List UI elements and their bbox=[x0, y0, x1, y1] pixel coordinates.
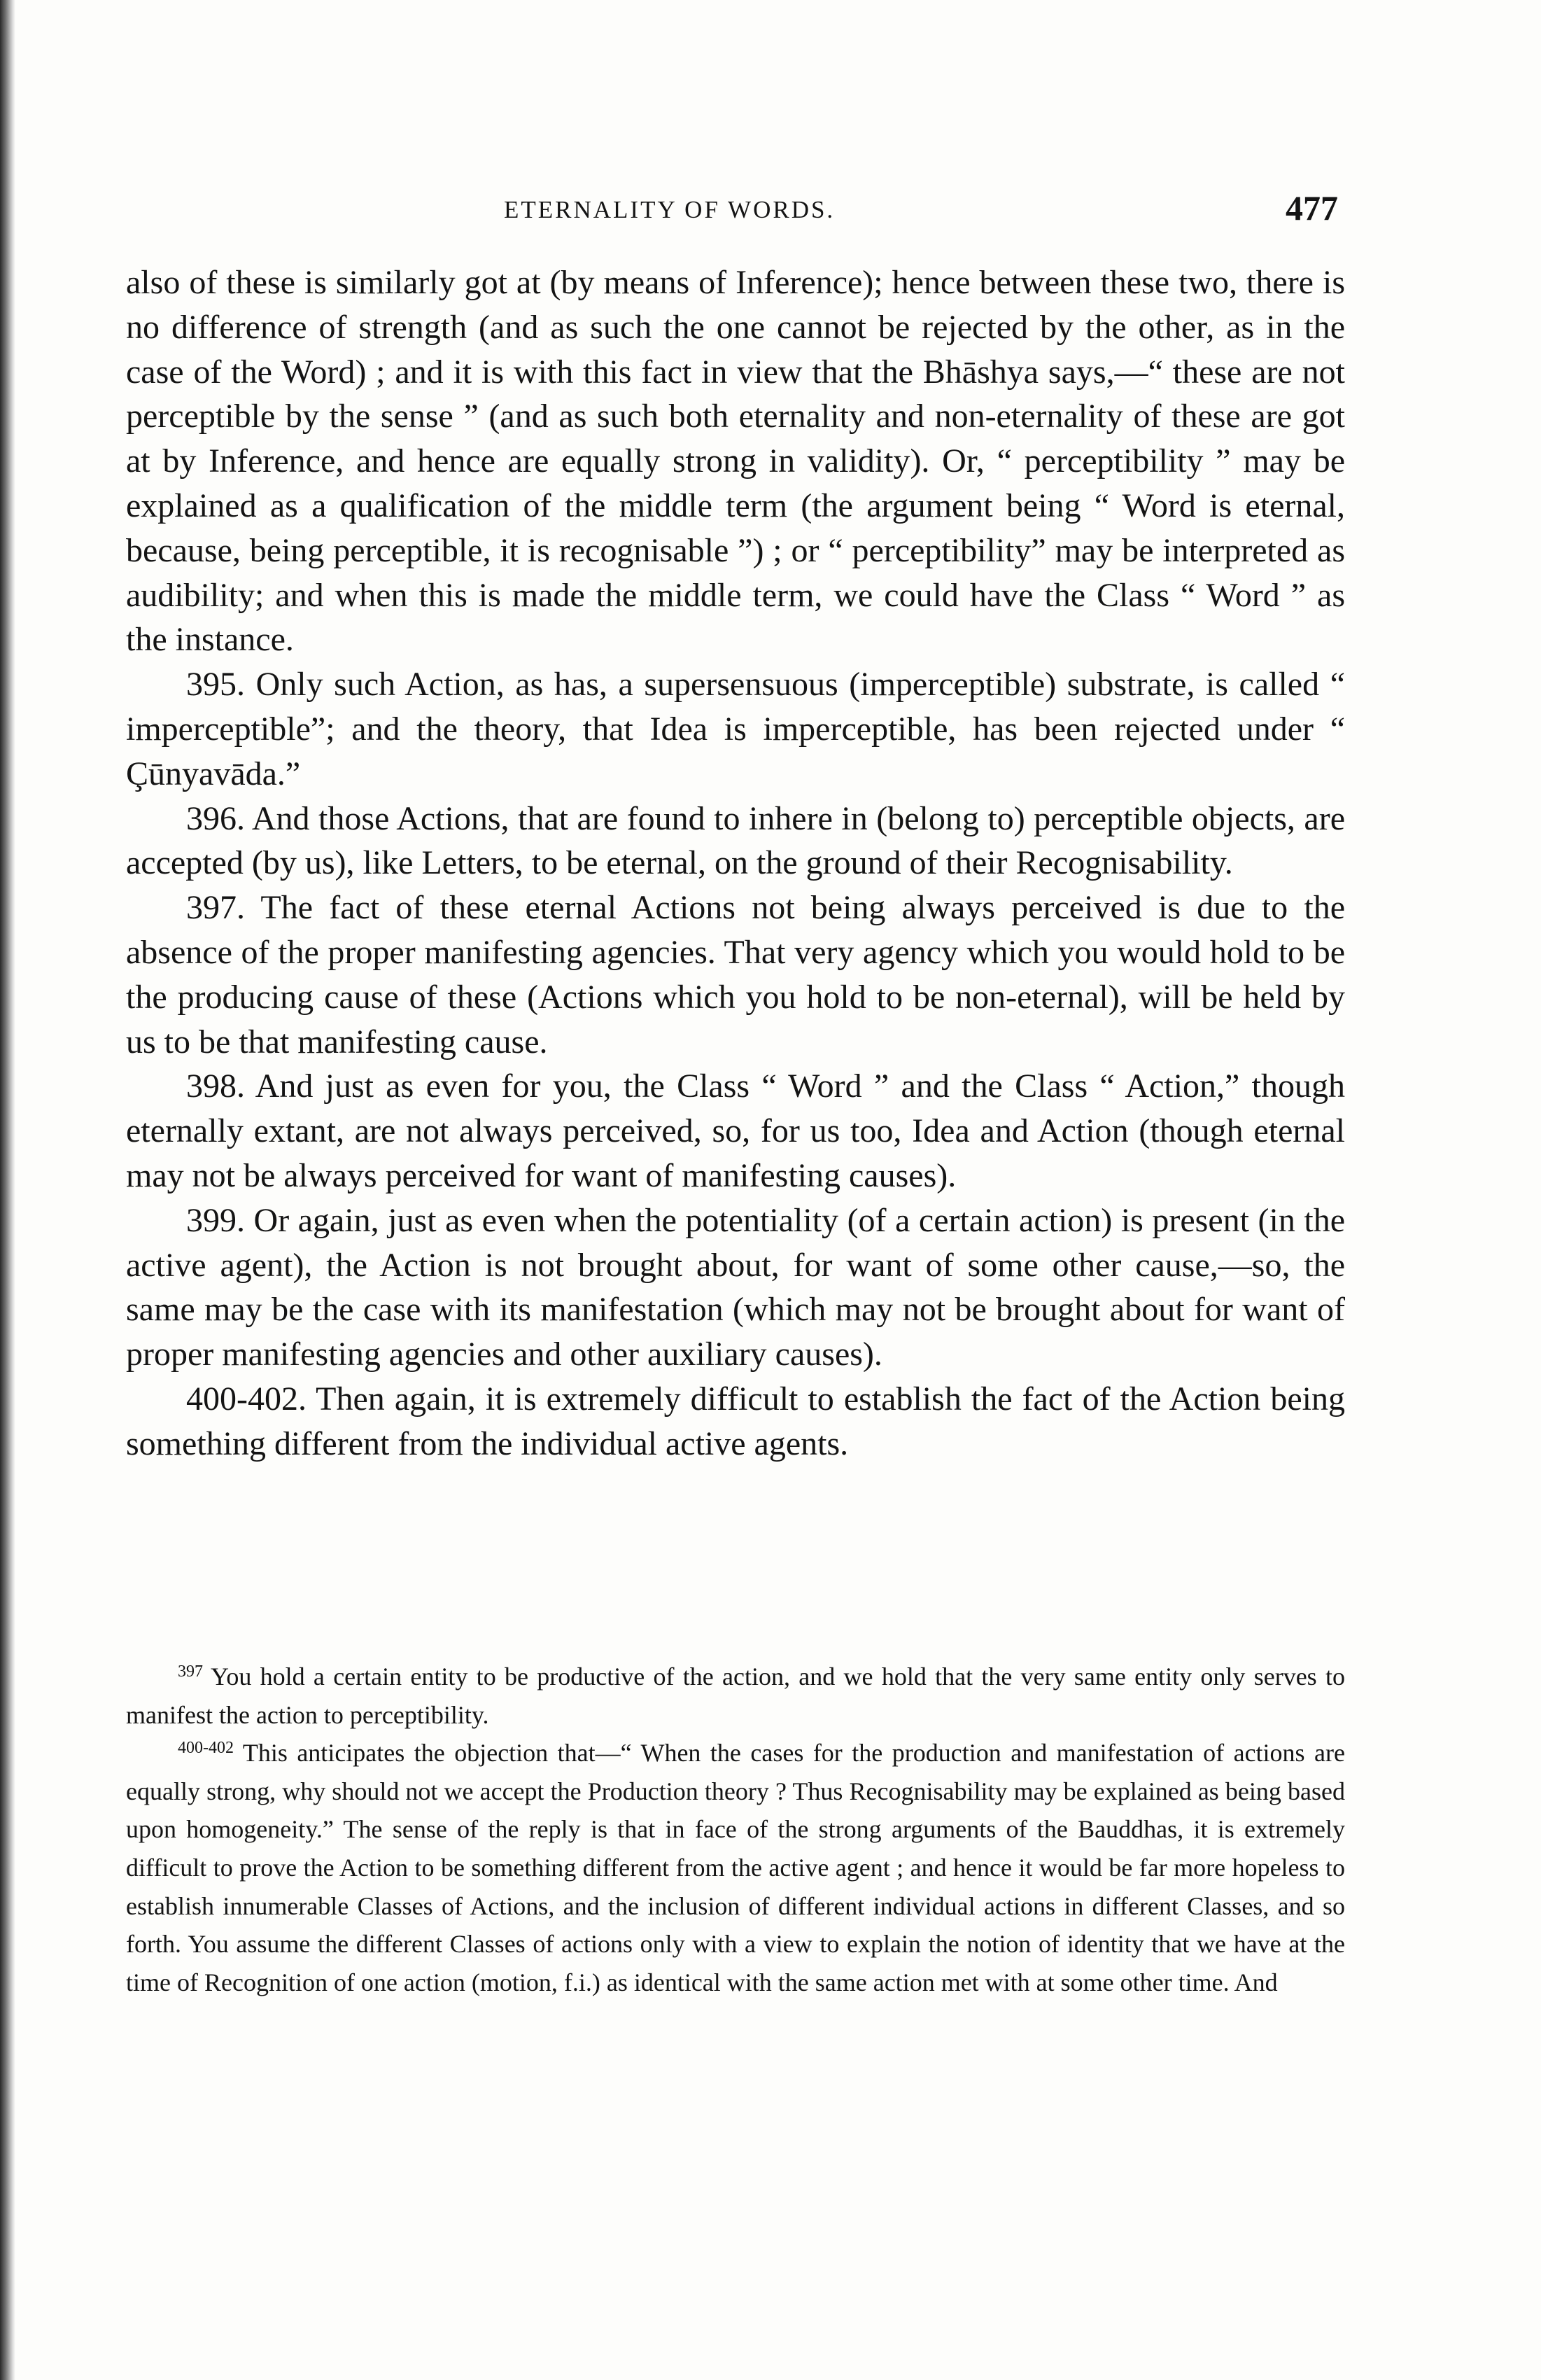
paragraph-continued: also of these is similarly got at (by means of Inference); hence between these two, there is no difference of strength (and as such the one cannot be rejected by the other, as in the case of the Word) ; and it is with this fact in view that the Bhāshya says,—“ these are not perceptible by the sense ” (and as such both eternality and non-eternality of these are got at by Inference, and hence are equally strong in validity). Or, “ perceptibility ” may be explained as a qualification of the middle term (the argument being “ Word is eternal, because, being perceptible, it is recognisable ”) ; or “ perceptibility” may be interpreted as audibility; and when this is made the middle term, we could have the Class “ Word ” as the instance. bbox=[126, 264, 1345, 659]
footnote-marker: 400-402 bbox=[178, 1739, 234, 1758]
paragraph-400-402: 400-402. Then again, it is extremely difficult to establish the fact of the Action being something different from the individual active agents. bbox=[126, 1380, 1345, 1462]
paragraph-396: 396. And those Actions, that are found to inhere in (belong to) perceptible objects, are accepted (by us), like Letters, to be eternal, on the ground of their Recognisability. bbox=[126, 799, 1345, 882]
paragraph-399: 399. Or again, just as even when the potentiality (of a certain action) is present (in the active agent), the Action is not brought about, for want of some other cause,—so, the same may be the case with its manifestation (which may not be brought about for want of proper manifesting agencies and other auxiliary causes). bbox=[126, 1201, 1345, 1373]
paragraph-398: 398. And just as even for you, the Class “ Word ” and the Class “ Action,” though eternally extant, are not always perceived, so, for us too, Idea and Action (though eternal may not be always perceived for want of manifesting causes). bbox=[126, 1068, 1345, 1194]
binding-edge bbox=[0, 0, 15, 2380]
footnote-397 bbox=[126, 1658, 1345, 1734]
footnote-text: You hold a certain entity to be productive of the action, and we hold that the very same entity only serves to manifest the action to perceptibility. bbox=[126, 1662, 1345, 1729]
footnote-text: This anticipates the objection that—“ When the cases for the production and manifestation of actions are equally strong, why should not we accept the Production theory ? Thus Recognisability may be explained as being based upon homogeneity.” The sense of the reply is that in face of the strong arguments of the Bauddhas, it is extremely difficult to prove the Action to be something different from the active agent ; and hence it would be far more hopeless to establish innumerable Classes of Actions, and the inclusion of different individual actions in different Classes, and so forth. You assume the different Classes of actions only with a view to explain the notion of identity that we have at the time of Recognition of one action (motion, f.i.) as identical with the same action met with at some other time. And bbox=[126, 1739, 1345, 1996]
footnote-marker: 397 bbox=[178, 1662, 203, 1681]
page-number: 477 bbox=[1286, 188, 1338, 227]
paragraph-395: 395. Only such Action, as has, a supersensuous (imperceptible) substrate, is called “ imperceptible”; and the theory, that Idea is imperceptible, has been rejected under “ Çūnyavāda.” bbox=[126, 666, 1345, 792]
footnote-400-402 bbox=[126, 1734, 1345, 2001]
running-title: ETERNALITY OF WORDS. bbox=[504, 196, 836, 223]
main-text bbox=[126, 260, 1345, 1466]
footnotes bbox=[126, 1658, 1345, 2001]
paragraph-397: 397. The fact of these eternal Actions not being always perceived is due to the absence of the proper manifesting agencies. That very agency which you would hold to be the producing cause of these (Actions which you hold to be non-eternal), will be held by us to be that manifesting cause. bbox=[126, 889, 1345, 1060]
running-head bbox=[126, 188, 1345, 230]
